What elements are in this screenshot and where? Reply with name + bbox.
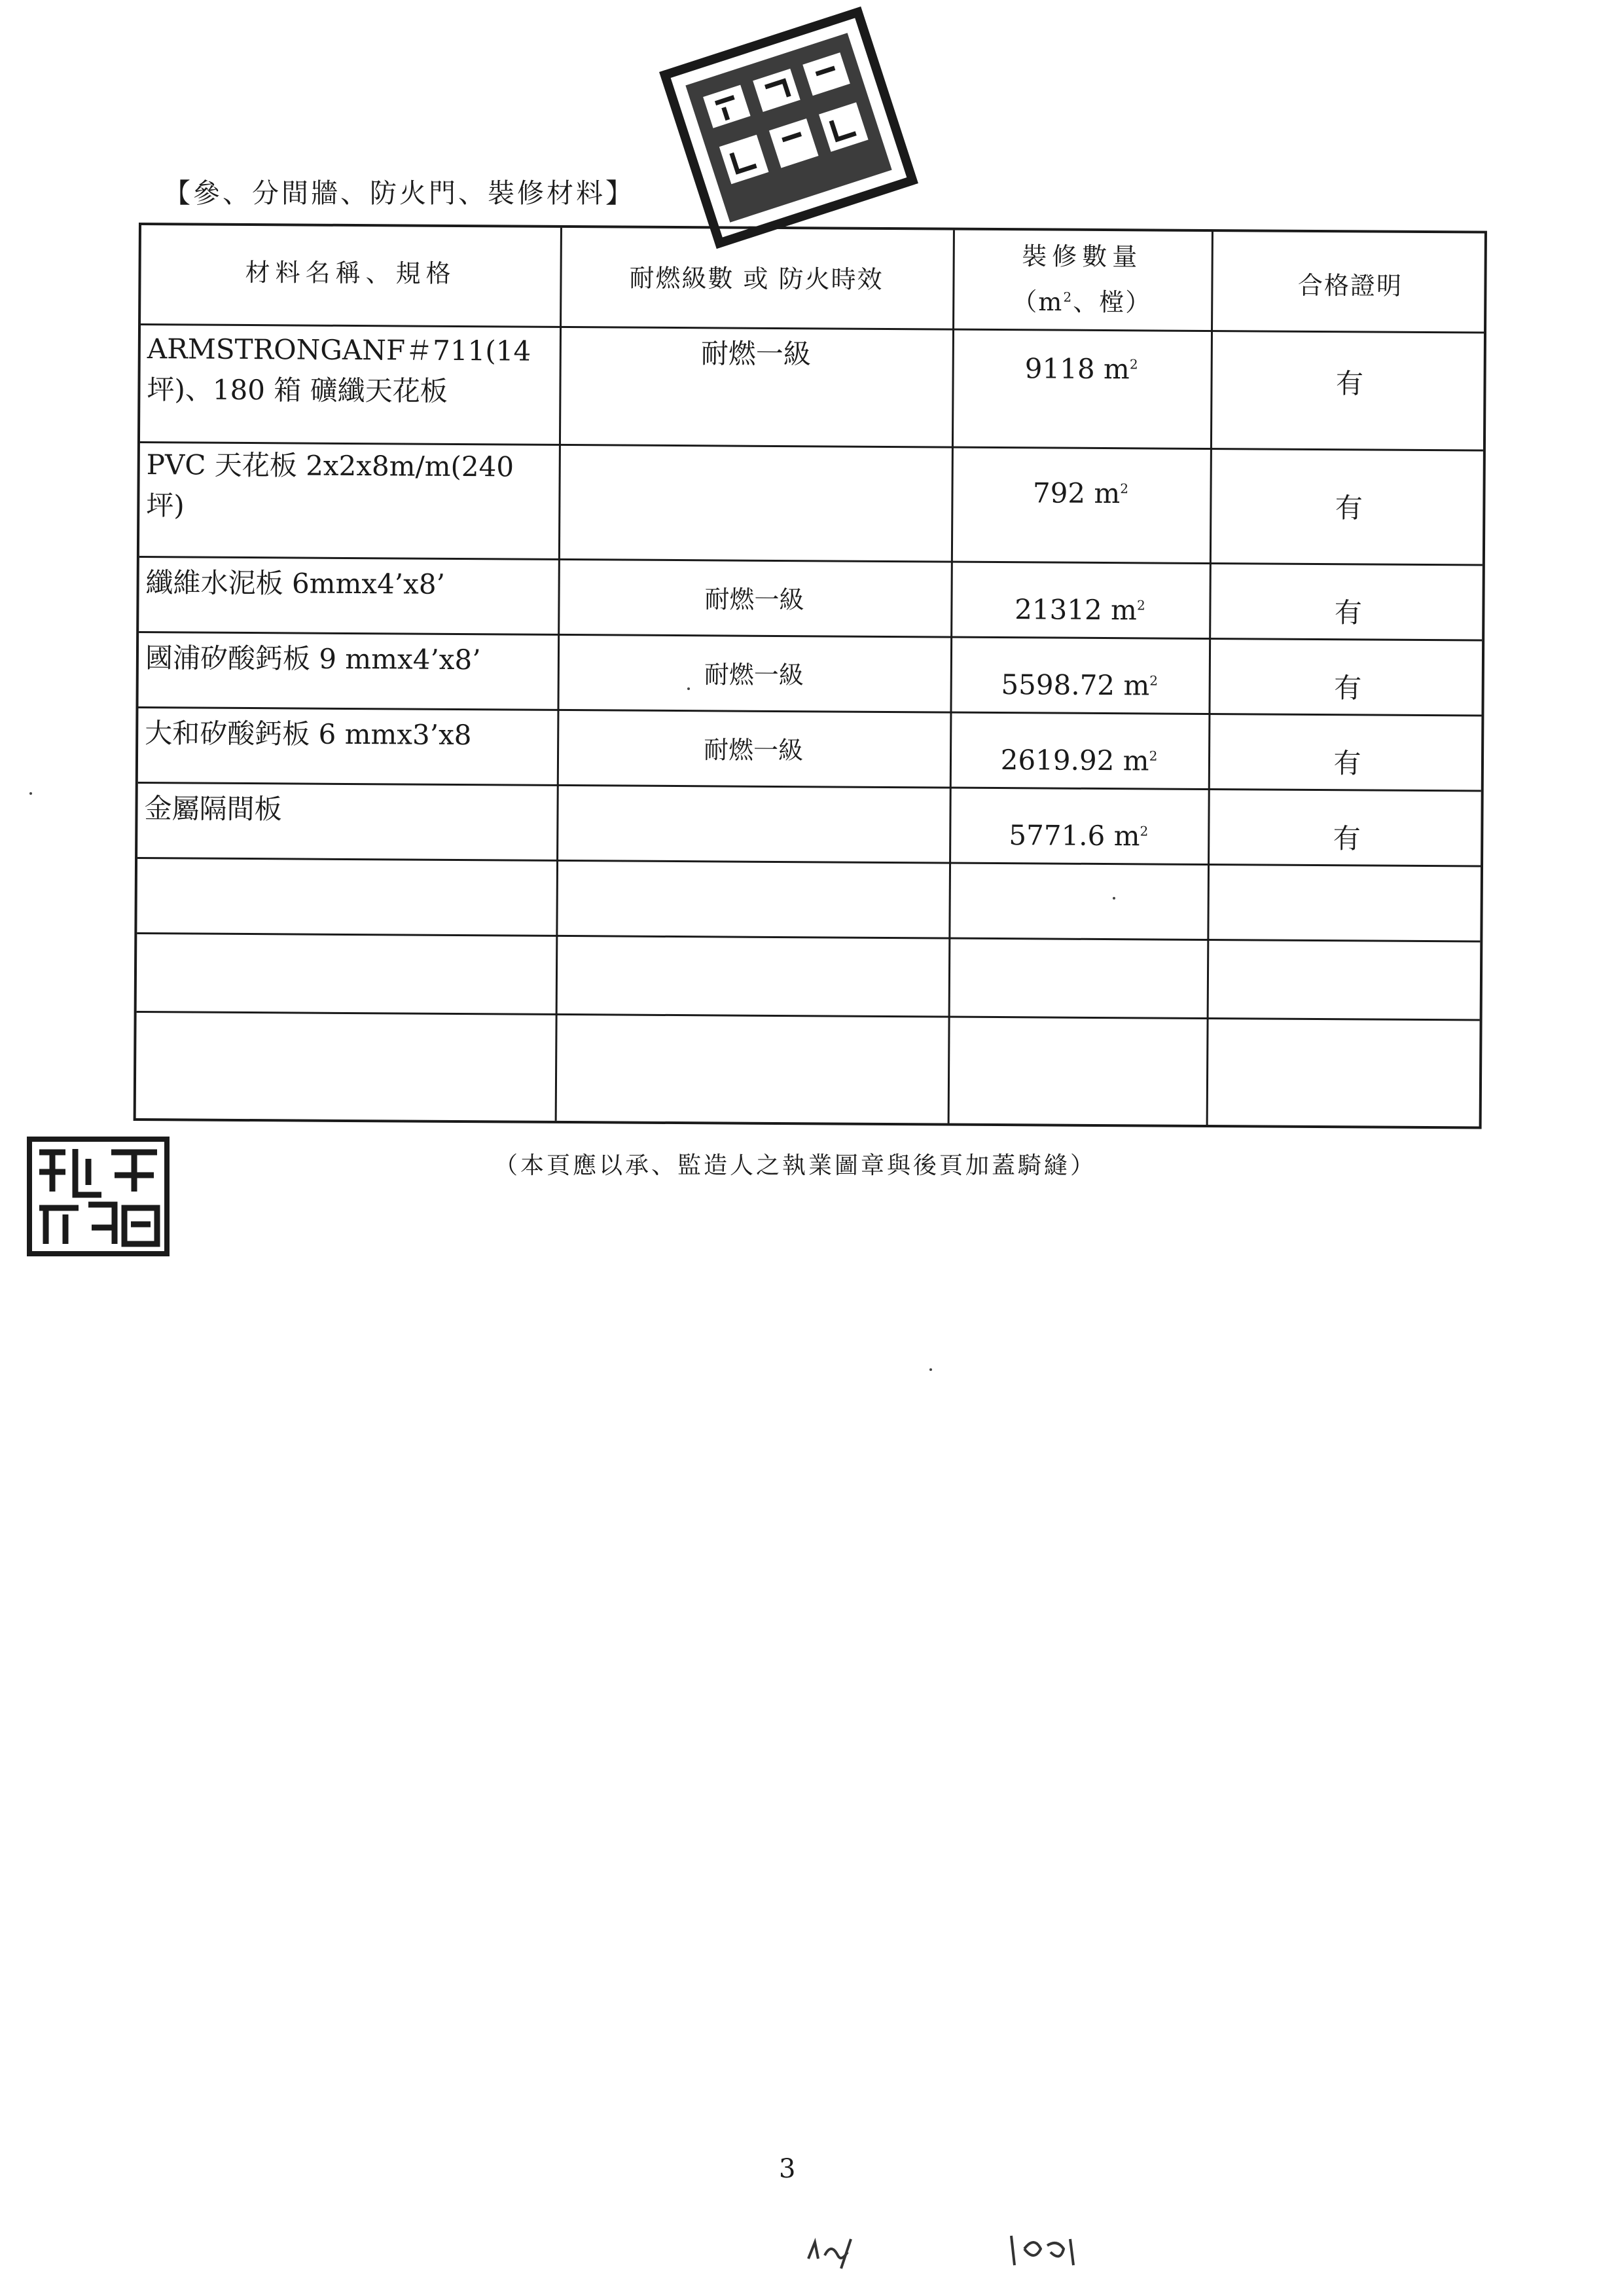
row-1-quantity: 9118 $m^2$ [1024,352,1138,386]
row-6-certificate: 有 [1333,822,1361,855]
row-4-quantity: 5598.72 $m^2$ [1001,668,1159,702]
scan-speck [687,687,690,690]
row-3-quantity: 21312 $m^2$ [1015,593,1145,627]
row-5-fire-rating: 耐燃一級 [703,735,804,765]
row-1-fire-rating: 耐燃一級 [700,337,811,371]
row-6-fire-rating [557,804,950,807]
row-2-fire-rating [559,454,952,456]
row-4-certificate: 有 [1334,672,1362,704]
row-5-certificate: 有 [1333,747,1361,780]
row-3-name: 纖維水泥板 6mmx4’x8’ [145,566,446,600]
row-4-fire-rating: 耐燃一級 [704,660,804,690]
header-fire-rating: 耐燃級數 或 防火時效 [629,263,884,294]
scan-speck [1113,897,1115,900]
row-3-certificate: 有 [1334,596,1363,629]
row-4-name: 國浦矽酸鈣板 9 mmx4’x8’ [145,642,481,676]
scan-speck [29,792,32,795]
section-title: 【參、分間牆、防火門、裝修材料】 [164,177,635,209]
row-5-name: 大和矽酸鈣板 6 mmx3’x8 [145,717,472,752]
row-divider [137,1011,1480,1021]
row-1-certificate: 有 [1335,367,1364,400]
row-2-name: PVC 天花板 2x2x8m/m(240 坪) [146,448,514,522]
row-6-quantity: 5771.6 $m^2$ [1009,819,1149,852]
scan-speck [929,1368,932,1371]
materials-table [134,223,1487,1129]
page-number: 3 [779,2154,796,2184]
row-5-quantity: 2619.92 $m^2$ [1000,744,1158,777]
row-1-name: ARMSTRONGANF＃711(14 坪)、180 箱 礦纖天花板 [147,333,531,407]
row-2-quantity: 792 $m^2$ [1032,477,1129,510]
seal-stamp-top [649,0,929,259]
row-divider [137,932,1480,943]
page-note: （本頁應以承、監造人之執業圖章與後頁加蓋騎縫） [494,1152,1097,1179]
header-name: 材料名稱、規格 [245,257,456,288]
handwritten-mark [1001,2226,1093,2272]
row-3-fire-rating: 耐燃一級 [704,585,804,615]
seal-stamp-left [26,1136,170,1257]
row-6-name: 金屬隔間板 [144,792,282,826]
handwritten-mark [802,2226,880,2272]
row-2-certificate: 有 [1335,492,1363,524]
header-certificate: 合格證明 [1297,270,1403,301]
header-quantity: 裝修數量 （$m^2$、樘） [1012,242,1152,318]
